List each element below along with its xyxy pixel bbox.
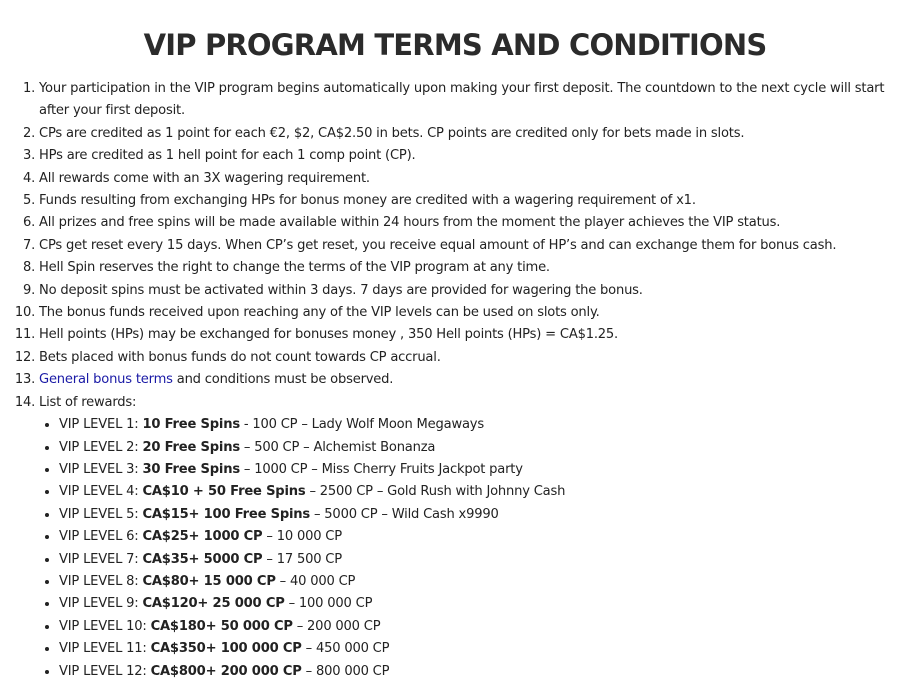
reward-item (59, 504, 889, 526)
reward-bonus: CA$180+ 50 000 CP (150, 618, 293, 634)
reward-item (59, 593, 889, 615)
reward-item (59, 661, 889, 683)
rewards-list (39, 414, 889, 683)
term-item: 12. Bets placed with bonus funds do not count towards CP accrual. (39, 347, 889, 369)
term-item: 8. Hell Spin reserves the right to change the terms of the VIP program at any time. (39, 257, 889, 279)
reward-bonus: CA$25+ 1000 CP (142, 529, 263, 545)
reward-bonus: 30 Free Spins (142, 461, 240, 477)
reward-item (59, 526, 889, 548)
term-item: 9. No deposit spins must be activated within 3 days. 7 days are provided for wagering the bonus. (39, 280, 889, 302)
reward-details: – 5000 CP – Wild Cash x9990 (310, 506, 499, 522)
reward-item (59, 638, 889, 660)
reward-level: VIP LEVEL 3: (59, 461, 143, 477)
reward-details: – 100 000 CP (284, 596, 373, 612)
term-item: 1. Your participation in the VIP program begins automatically upon making your first deposit. The countdown to the next cycle will start after your first deposit. (39, 78, 889, 123)
reward-bonus: 10 Free Spins (142, 417, 240, 433)
reward-details: – 800 000 CP (301, 663, 390, 679)
term-item: 7. CPs get reset every 15 days. When CP’s get reset, you receive equal amount of HP’s and can exchange them for bonus cash. (39, 235, 889, 257)
reward-level: VIP LEVEL 6: (59, 529, 143, 545)
term-item: 11. Hell points (HPs) may be exchanged for bonuses money , 350 Hell points (HPs) = CA$1.25. (39, 324, 889, 346)
reward-item (59, 459, 889, 481)
term-item: 5. Funds resulting from exchanging HPs for bonus money are credited with a wagering requirement of x1. (39, 190, 889, 212)
reward-level: VIP LEVEL 4: (59, 484, 143, 500)
reward-level: VIP LEVEL 7: (59, 551, 143, 567)
term-item: 6. All prizes and free spins will be made available within 24 hours from the moment the player achieves the VIP status. (39, 212, 889, 234)
term-item: 10. The bonus funds received upon reaching any of the VIP levels can be used on slots only. (39, 302, 889, 324)
reward-item (59, 414, 889, 436)
reward-bonus: CA$800+ 200 000 CP (150, 663, 302, 679)
reward-details: – 200 000 CP (292, 618, 381, 634)
reward-details: – 450 000 CP (301, 641, 390, 657)
reward-details: – 500 CP – Alchemist Bonanza (239, 439, 436, 455)
reward-details: – 10 000 CP (262, 529, 342, 545)
reward-item (59, 549, 889, 571)
term-item-text: and conditions must be observed. (172, 372, 394, 388)
reward-level: VIP LEVEL 2: (59, 439, 143, 455)
reward-bonus: 20 Free Spins (142, 439, 240, 455)
terms-list (0, 78, 889, 683)
reward-details: - 100 CP – Lady Wolf Moon Megaways (239, 417, 484, 433)
reward-level: VIP LEVEL 8: (59, 573, 143, 589)
term-item: 2. CPs are credited as 1 point for each €2, $2, CA$2.50 in bets. CP points are credited only for bets made in slots. (39, 123, 889, 145)
reward-item (59, 571, 889, 593)
reward-level: VIP LEVEL 1: (59, 417, 143, 433)
general-bonus-terms-link[interactable]: General bonus terms (39, 372, 173, 388)
reward-bonus: CA$350+ 100 000 CP (150, 641, 302, 657)
page-title: VIP PROGRAM TERMS AND CONDITIONS (143, 28, 767, 62)
reward-details: – 40 000 CP (275, 573, 356, 589)
reward-level: VIP LEVEL 11: (59, 641, 151, 657)
reward-details: – 17 500 CP (262, 551, 342, 567)
reward-bonus: CA$35+ 5000 CP (142, 551, 263, 567)
reward-details: – 1000 CP – Miss Cherry Fruits Jackpot party (239, 461, 523, 477)
reward-bonus: CA$15+ 100 Free Spins (142, 506, 311, 522)
reward-item (59, 437, 889, 459)
reward-item (59, 616, 889, 638)
reward-item (59, 481, 889, 503)
term-item: 4. All rewards come with an 3X wagering requirement. (39, 168, 889, 190)
reward-bonus: CA$120+ 25 000 CP (142, 596, 285, 612)
term-item-rewards (39, 392, 889, 683)
reward-level: VIP LEVEL 5: (59, 506, 143, 522)
term-item: 3. HPs are credited as 1 hell point for each 1 comp point (CP). (39, 145, 889, 167)
reward-bonus: CA$80+ 15 000 CP (142, 573, 276, 589)
reward-bonus: CA$10 + 50 Free Spins (142, 484, 306, 500)
reward-details: – 2500 CP – Gold Rush with Johnny Cash (305, 484, 566, 500)
reward-level: VIP LEVEL 9: (59, 596, 143, 612)
reward-level: VIP LEVEL 10: (59, 618, 151, 634)
reward-level: VIP LEVEL 12: (59, 663, 151, 679)
rewards-label: List of rewards: (39, 394, 137, 410)
term-item-general-bonus (39, 369, 889, 391)
